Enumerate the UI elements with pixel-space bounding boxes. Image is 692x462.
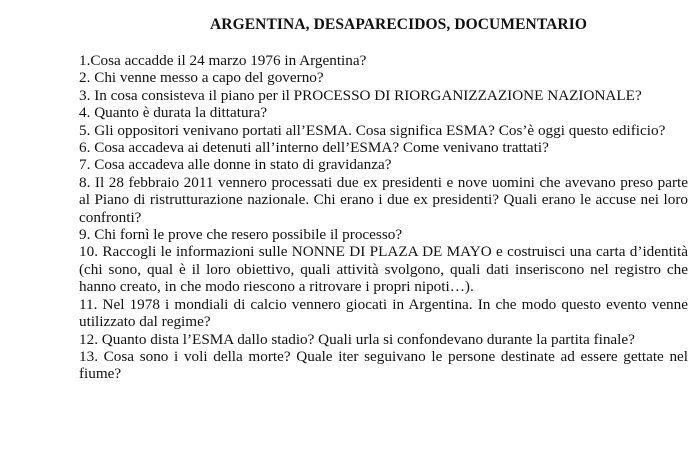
question-13: 13. Cosa sono i voli della morte? Quale iter seguivano le persone destinate ad essere gettate nel fiume?	[79, 347, 688, 383]
question-2: 2. Chi venne messo a capo del governo?	[79, 69, 324, 87]
question-7: 7. Cosa accadeva alle donne in stato di gravidanza?	[79, 156, 392, 174]
question-11: 11. Nel 1978 i mondiali di calcio vennero giocati in Argentina. In che modo questo evento venne utilizzato dal regime?	[79, 295, 688, 331]
question-3: 3. In cosa consisteva il piano per il PROCESSO DI RIORGANIZZAZIONE NAZIONALE?	[79, 86, 642, 104]
question-4: 4. Quanto è durata la dittatura?	[79, 104, 268, 122]
question-8: 8. Il 28 febbraio 2011 vennero processati due ex presidenti e nove uomini che avevano preso parte al Piano di ristrutturazione nazionale. Chi erano i due ex presidenti? Quali erano le accuse nei loro confronti?	[79, 173, 688, 226]
question-10: 10. Raccogli le informazioni sulle NONNE DI PLAZA DE MAYO e costruisci una carta d’identità (chi sono, qual è il loro obiettivo, quali attività svolgono, quali dati inseriscono nel registro che hanno creato, in che modo riescono a ritrovare i propri nipoti…).	[79, 243, 688, 296]
question-12: 12. Quanto dista l’ESMA dallo stadio? Quali urla si confondevano durante la partita finale?	[79, 330, 635, 348]
question-6: 6. Cosa accadeva ai detenuti all’interno dell’ESMA? Come venivano trattati?	[79, 139, 549, 157]
question-9: 9. Chi fornì le prove che resero possibile il processo?	[79, 226, 403, 244]
question-5: 5. Gli oppositori venivano portati all’ESMA. Cosa significa ESMA? Cos’è oggi questo edificio?	[79, 121, 666, 139]
document-title: ARGENTINA, DESAPARECIDOS, DOCUMENTARIO	[210, 16, 587, 33]
question-list	[79, 52, 688, 383]
question-1: 1.Cosa accadde il 24 marzo 1976 in Argentina?	[79, 52, 367, 69]
